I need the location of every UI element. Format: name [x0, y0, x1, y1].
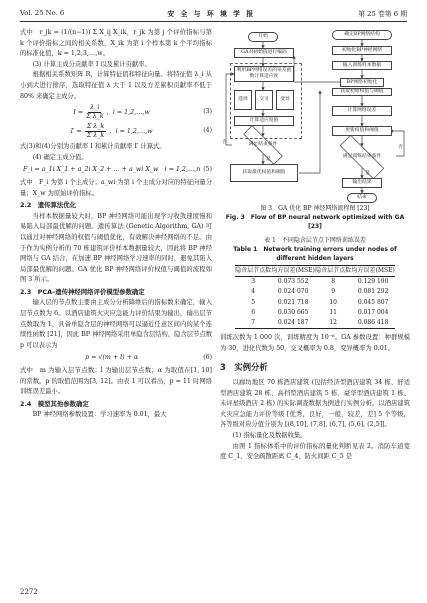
table-header: 隐含层节点数 — [315, 266, 351, 277]
paragraph: 训练次数为 1 000 次，训练精度为 10⁻⁶。GA 参数设置：种群规模为 30，进化代数为 50，交叉概率为 0.8，变异概率为 0.01。 — [220, 334, 410, 352]
section-heading: 2.2 遗传算法优化 — [20, 201, 77, 210]
table-caption-cn: 表 1 不同隐含层节点下网络训练误差 — [264, 237, 366, 244]
paragraph: 式中 r_jk = (1/(n−1)) Σ X_ij X_ik，r_jk 为第 j 个评价指标与第 k 个评价指标之间的相关系数，X_ik 为第 i 个样本第 k 个平均指标的标准化值，k = 1,2,3,…,w。 — [20, 29, 212, 58]
equation-number: (6) — [203, 354, 212, 362]
table-header: 隐含层节点数 — [235, 266, 271, 277]
table-header: 均方误差(MSE) — [351, 266, 395, 277]
table-row: 7 0.024 187 12 0.086 418 — [235, 318, 395, 329]
table-row: 5 0.021 718 10 0.045 807 — [251, 298, 389, 306]
paragraph: 式中 F_i 为第 i 个主成分；a_wi 为第 i 个主成分对应的特征向量分量；X_w 为原始评价指标。 — [20, 178, 212, 197]
end-node: 结束 — [347, 193, 377, 203]
fitness-function-node: 利用BP网络误差的误差函数计算适应度 — [234, 66, 294, 82]
ga-end-condition-node: 满足结束条件 — [232, 136, 294, 154]
fraction: $\frac{\text{Σ λ\_k}}{\text{Σ λ\_k}}$ — [86, 123, 105, 140]
update-weights-node: 更新权值和阈值 — [332, 126, 392, 136]
select-node: 选择 — [234, 90, 252, 110]
training-error-table — [235, 265, 395, 329]
get-optimal-node: 获取最优权值和阈值 — [230, 164, 298, 182]
equation-number: (5) — [203, 166, 212, 174]
equation-number: (3) — [203, 108, 212, 116]
fraction: $\frac{\lambda\_i}{\text{Σ λ\_k}}$ — [86, 104, 104, 121]
yes-label: 是 — [266, 157, 271, 162]
yes-label: 是 — [365, 171, 370, 176]
table-row: 4 0.024 070 9 0.081 292 — [251, 288, 389, 296]
header-rule — [20, 21, 407, 22]
equation-5: F_i = a_1i X_1 + a_2i X_2 + … + a_wi X_w i = 1,2,…,n (5) — [20, 165, 212, 176]
table-row: 6 0.030 665 11 0.017 004 — [251, 308, 389, 316]
paragraph: (1) 指标量化及数据收集。 — [232, 431, 307, 439]
table-caption-en: Table 1 Network training errors under nodes of different hidden layers — [233, 246, 397, 262]
paragraph: BP 神经网络参数设置：学习速率为 0.01，最大 — [32, 411, 167, 419]
mutate-node: 变异 — [276, 90, 294, 110]
bp-end-condition-node: 满足训练结束条件 — [328, 146, 396, 168]
section-heading: 2.4 模型其他参数确定 — [20, 399, 89, 408]
initial-weights-node: 获取初始权值与阈值 — [332, 88, 392, 96]
page-number: 2272 — [20, 588, 38, 596]
paragraph: 输入层的节点数主要由主成分分析降维后的指标数来确定，输入层节点数为 6。以酒店建筑火灾应急能力评价结果为输出，输出层节点数取为 1，具备单隐含层的神经网络可以逼近任意区间内的某个连续性函数 [21]，因此 BP 神经网络采用单隐含层结构，隐含层节点数 p 可以表示为 — [20, 299, 212, 349]
paragraph: 根据相关系数矩阵 R，计算特征值和特征向量。将特征值 λ_i 从小到大进行排序，选取特征值 λ 大于 1 以及方差累积贡献率不低于 80% 来确定主成分。 — [20, 71, 212, 100]
equation-3: I = $\frac{\lambda\_i}{\text{Σ λ\_k}}$ ，i = 1,2,…,w (3) — [73, 104, 212, 121]
header-journal-title: 安 全 与 环 境 学 报 — [167, 10, 256, 18]
paragraph: 式(3)和(4)分别为贡献率 I 和累计贡献率 I′ 计算式。 — [20, 143, 166, 151]
paragraph: 式中 m 为输入层节点数；l 为输出层节点数；α 为取值在[1, 10] 的常数。p 的取值范围为[3, 12]。由表 1 可以看出，p = 11 时网络训练误差最小。 — [20, 367, 212, 396]
ga-encode-node: GA对初始值进行编码 — [234, 48, 294, 58]
paragraph: 以廊坊地区 70 栋酒店建筑 (包括经济型酒店建筑 34 栋、舒适型酒店建筑 28 栋、高档型酒店建筑 5 栋、豪华型酒店建筑 1 栋、未评星级酒店 2 栋) 的实际调查数据为例进行实例分析。以酒店建筑火灾应急能力评价等级 [优秀，良好，一般，较差，差] 5 个等级，各等级对应分值分别为 [(8,10], (7,8], (6,7], (5,6], (2,5]]。 — [220, 379, 410, 429]
paragraph: (3) 计算主成分贡献率 I 以及累计贡献率。 — [32, 60, 151, 68]
fitness-value-node: 计算适应度值 — [234, 116, 294, 126]
no-label: 否 — [222, 140, 227, 145]
paragraph: 当样本数据量较大时，BP 神经网络可能出现学习收敛速度慢和易陷入局部最优解的问题。遗传算法 (Genetic Algorithm, GA) 可以通过对神经网络的权值与阈值优化，有效解决神经网络的不足。由于作为实例分析的 70 栋建筑评价样本数据量较大，因此将 BP 神经网络与 GA 结合，在加速 BP 神经网络学习速率的同时，避免其陷入局部最优解的问题。GA 优化 BP 神经网络评价权值与阈值的流程如图 3 所示。 — [20, 212, 212, 284]
output-node: 输出结果 — [342, 178, 382, 188]
header-volume: Vol. 25 No. 6 — [20, 9, 65, 17]
left-column — [20, 28, 212, 588]
equation-4: I′ = $\frac{\text{Σ λ\_k}}{\text{Σ λ\_k}}$ ，i = 1,2,…,w (4) — [70, 123, 212, 140]
network-error-node: 计算网络误差 — [332, 106, 392, 116]
section-heading: 3 实例分析 — [220, 362, 268, 373]
equation-6: p = √(m + l) + α (6) — [20, 353, 212, 364]
table-row: 3 0.073 552 8 0.129 190 — [251, 278, 389, 286]
running-header — [20, 6, 407, 20]
bp-initialize-node: BP网络初始化 — [340, 78, 384, 87]
bp-structure-node: 确定BP网络结构 — [332, 30, 392, 40]
cross-node: 交叉 — [255, 90, 273, 110]
section-heading: 2.3 PCA–遗传神经网络评价模型参数确定 — [20, 287, 145, 296]
bp-init-node: 初始化BP神经网络 — [332, 46, 392, 55]
figure-caption-en: Fig. 3 Flow of BP neural network optimized with GA [23] — [225, 214, 405, 230]
right-column — [220, 28, 410, 588]
table-header: 均方误差(MSE) — [271, 266, 315, 277]
paragraph: (4) 确定主成分值。 — [32, 153, 88, 161]
start-node: 开始 — [248, 32, 278, 42]
paragraph: 由图 1 指标体系中的评价指标的量化判断见表 2。消防车道宽度 C_1、安全疏散距离 C_4、防火间距 C_5 是 — [220, 442, 410, 461]
header-issue: 第 25 卷第 6 期 — [358, 10, 407, 18]
figure-caption-cn: 图 3 GA 优化 BP 神经网络流程图 [23] — [260, 205, 370, 212]
flowchart-figure-3 — [220, 28, 410, 204]
input-data-node: 输入训练样本数据 — [332, 61, 392, 70]
equation-number: (4) — [203, 127, 212, 135]
no-label: 否 — [398, 145, 403, 150]
